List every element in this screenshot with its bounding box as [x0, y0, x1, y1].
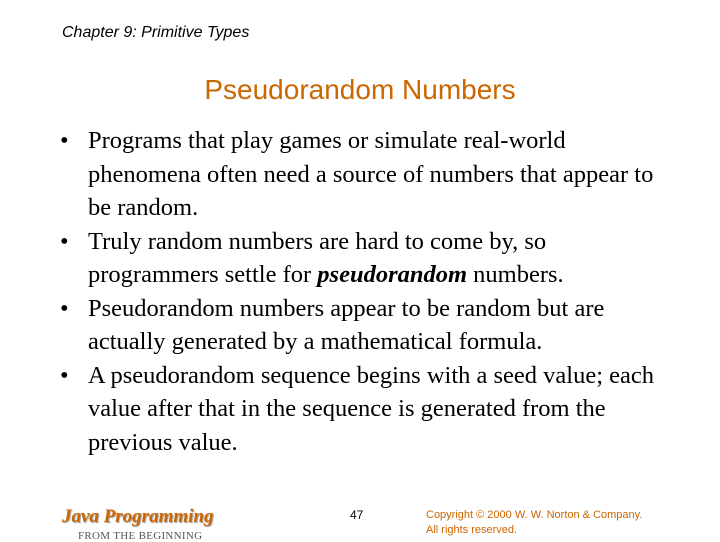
bullet-text: Pseudorandom numbers appear to be random but are actually generated by a mathematical formula. [88, 294, 605, 355]
brand-subtitle: FROM THE BEGINNING [78, 530, 203, 542]
page-number: 47 [350, 508, 364, 522]
emphasized-term: pseudorandom [317, 261, 468, 288]
bullet-list [56, 124, 666, 459]
brand-title: Java Programming [62, 506, 214, 527]
bullet-item [56, 359, 666, 460]
bullet-marker: • [60, 361, 69, 389]
footer-brand [62, 506, 213, 542]
bullet-marker: • [60, 294, 69, 322]
bullet-text: Truly random numbers are hard to come by, so programmers settle for [88, 227, 547, 288]
bullet-text: Programs that play games or simulate real-world phenomena often need a source of numbers that appear to be random. [88, 127, 654, 221]
copyright-notice [426, 508, 642, 538]
copyright-line: Copyright © 2000 W. W. Norton & Company. [426, 509, 643, 521]
bullet-item [56, 124, 666, 225]
rights-line: All rights reserved. [426, 524, 518, 536]
bullet-marker: • [60, 127, 69, 154]
bullet-item [56, 292, 666, 359]
bullet-text: numbers. [467, 261, 564, 288]
bullet-marker: • [60, 227, 69, 255]
bullet-item [56, 225, 666, 292]
bullet-text: A pseudorandom sequence begins with a seed value; each value after that in the sequence is generated from the previous value. [88, 361, 655, 456]
slide-title: Pseudorandom Numbers [204, 74, 516, 105]
chapter-header: Chapter 9: Primitive Types [62, 24, 250, 41]
